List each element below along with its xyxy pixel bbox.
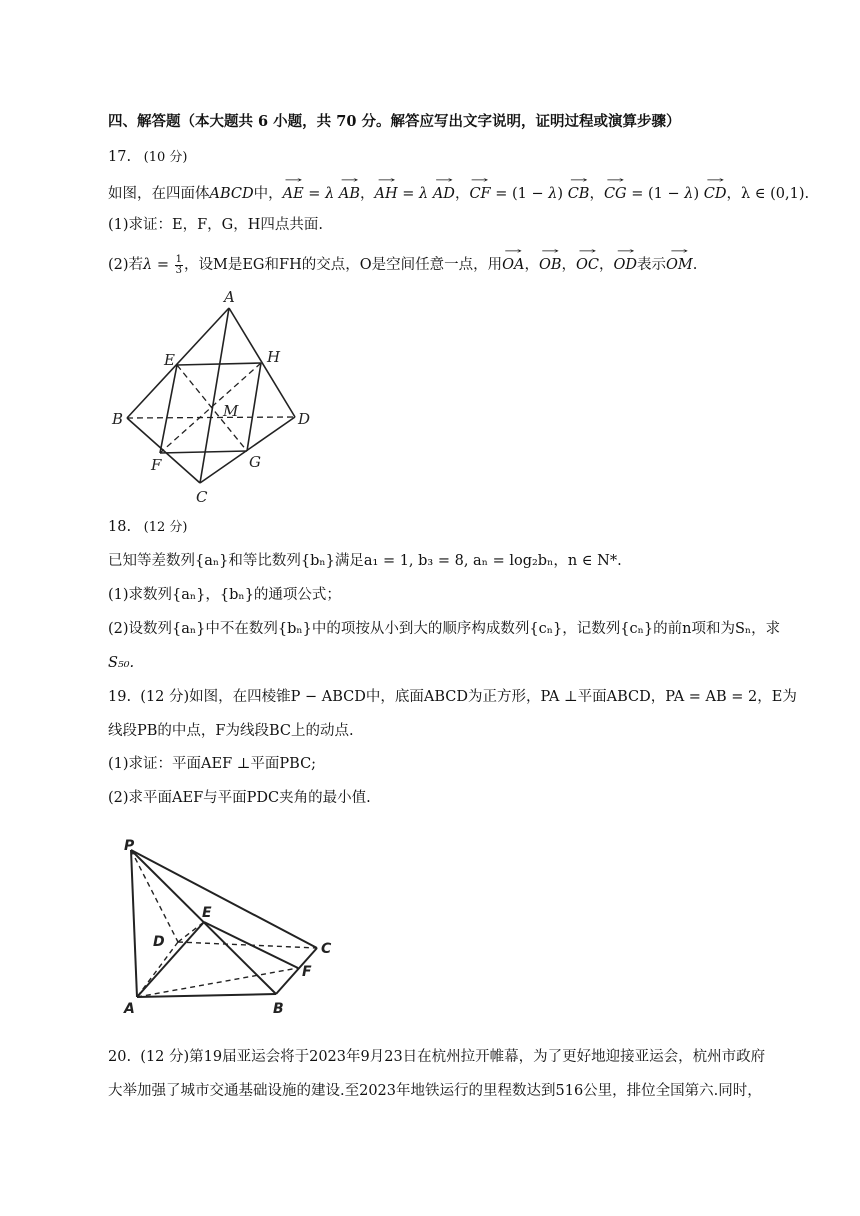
fig17-label-a: A (224, 288, 235, 306)
fig17-label-h: H (267, 348, 281, 366)
q18-part2-line1: (2)设数列{aₙ}中不在数列{bₙ}中的项按从小到大的顺序构成数列{cₙ}，记数列{cₙ}的前n项和为Sₙ，求 (108, 621, 781, 637)
fig19-label-f: F (302, 964, 312, 980)
q17-stem-tail: λ ∈ (0,1). (740, 186, 810, 202)
q18-number: 18. (108, 519, 132, 535)
q17-points: (10 分) (143, 150, 188, 165)
q18-header (108, 517, 188, 538)
q18-points: (12 分) (143, 520, 188, 535)
fig17-label-c: C (196, 488, 208, 506)
q17-part2-prefix: (2)若 (108, 257, 144, 273)
q19-line1-text: (12 分)如图，在四棱锥P − ABCD中，底面ABCD为正方形，PA ⊥平面ABCD，PA = AB = 2，E为 (140, 689, 797, 705)
q18-part2-line2: S₅₀. (108, 655, 135, 671)
fig17-label-f: F (151, 456, 162, 474)
q17-stem: 如图，在四面体ABCD中，→ AE = λ → AB，→ AH = λ → AD，→ CF = (1 − λ) → CB，→ CG = (1 − λ) → CD，λ ∈ (0,1). (108, 182, 809, 204)
q20-number: 20. (108, 1049, 132, 1065)
q19-number: 19. (108, 689, 132, 705)
q17-part2-rest: 设M是EG和FH的交点，O是空间任意一点，用 (198, 257, 503, 273)
fig19-label-c: C (321, 941, 332, 957)
fig17-label-m: M (223, 402, 239, 420)
fig19-label-b: B (273, 1001, 284, 1017)
q20-line1-text: (12 分)第19届亚运会将于2023年9月23日在杭州拉开帷幕，为了更好地迎接亚运会，杭州市政府 (140, 1049, 766, 1065)
q18-stem: 已知等差数列{aₙ}和等比数列{bₙ}满足a₁ = 1, b₃ = 8, aₙ = log₂bₙ，n ∈ N*. (108, 553, 622, 569)
q19-part2: (2)求平面AEF与平面PDC夹角的最小值. (108, 790, 371, 806)
fig19-label-e: E (202, 905, 212, 921)
q19-pyramid-figure (112, 830, 352, 1020)
section-title: 四、解答题（本大题共 6 小题，共 70 分。解答应写出文字说明，证明过程或演算步骤） (108, 113, 681, 130)
q17-header (108, 147, 188, 168)
fig19-label-a: A (124, 1001, 135, 1017)
q19-line2: 线段PB的中点，F为线段BC上的动点. (108, 723, 354, 739)
fig17-label-d: D (298, 410, 311, 428)
q19-line1 (108, 687, 797, 707)
fig19-label-p: P (124, 838, 135, 854)
q17-part2: (2)若λ = $\frac{1}{3}$ ，设M是EG和FH的交点，O是空间任意一点，用→ OA，→ OB，→ OC，→ OD表示→ OM. (108, 253, 697, 276)
q20-line2: 大举加强了城市交通基础设施的建设.至2023年地铁运行的里程数达到516公里，排位全国第六.同时， (108, 1083, 762, 1099)
fig17-label-g: G (249, 453, 261, 471)
fig17-label-e: E (164, 351, 175, 369)
q20-line1 (108, 1047, 765, 1067)
fig17-label-b: B (112, 410, 124, 428)
q17-tetrahedron-figure (100, 285, 330, 510)
q17-number: 17. (108, 149, 132, 165)
q18-part1: (1)求数列{aₙ}，{bₙ}的通项公式； (108, 587, 341, 603)
fig19-label-d: D (153, 934, 165, 950)
q17-stem-prefix: 如图，在四面体 (108, 186, 210, 202)
q17-part2-end: 表示 (637, 257, 667, 273)
q17-part1: (1)求证：E，F，G，H四点共面. (108, 217, 324, 233)
q19-part1: (1)求证：平面AEF ⊥平面PBC; (108, 756, 317, 772)
